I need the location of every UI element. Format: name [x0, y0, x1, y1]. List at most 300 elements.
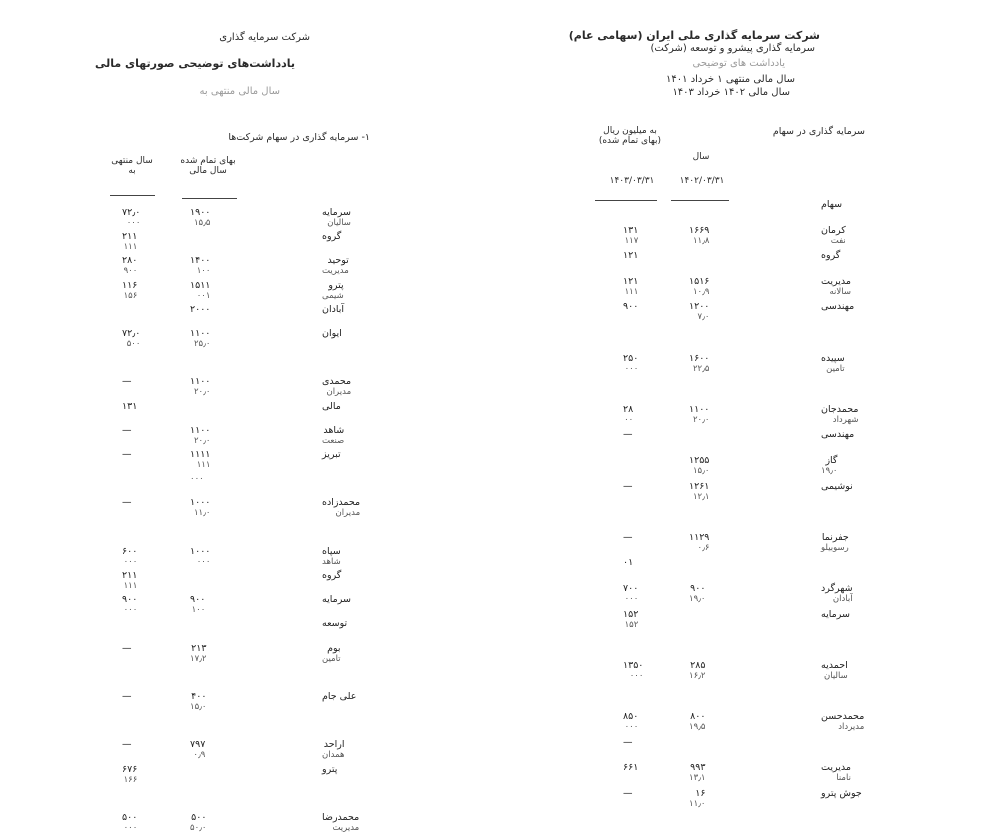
cell-col-a: [122, 377, 132, 387]
cell-col-a-value: ۲۵۰: [623, 352, 639, 364]
cell-col-b-value: ۱۶۶۹: [689, 224, 710, 236]
cell-name-sub-value: نامنا: [836, 773, 851, 784]
cell-col-b: [689, 456, 709, 476]
cell-name-sub-value: مدیریت: [322, 266, 349, 277]
cell-col-a: [122, 498, 132, 508]
cell-name-value: نوشیمی: [821, 480, 853, 492]
cell-col-b-value: ۱۶۰۰: [689, 352, 710, 364]
table-row: [0, 789, 495, 809]
cell-col-a: [623, 712, 638, 732]
table-row: [505, 354, 990, 374]
cell-col-b: [190, 498, 210, 518]
table-row: [0, 644, 495, 664]
cell-name-sub-value: تامین: [322, 653, 341, 664]
cell-col-a: [623, 763, 638, 773]
cell-col-b: [190, 305, 210, 315]
left-col-a-label: سال منتهی: [111, 156, 153, 166]
cell-col-a: [122, 329, 140, 349]
cell-col-a-value: ۹۰۰: [122, 594, 138, 606]
cell-name-value: مدیریت: [821, 762, 851, 774]
cell-col-b-sub-value: ۱۱٫۸: [692, 235, 710, 246]
cell-col-a-value: ۲۱۱: [122, 570, 138, 581]
cell-col-b-sub-value: ۱۵٫۵: [193, 218, 211, 228]
cell-name-value: مدیریت: [821, 275, 851, 287]
cell-col-a: [122, 692, 132, 702]
cell-col-a-sub-value: ۰۰۰: [123, 823, 138, 833]
cell-name-value: سپیده: [821, 352, 845, 364]
cell-col-b: [689, 405, 709, 425]
cell-name-value: آبادان: [322, 303, 345, 315]
cell-name-value: شاهد: [323, 424, 345, 436]
cell-col-b-value: ۱۹۰۰: [190, 207, 211, 218]
cell-col-a: [122, 547, 137, 567]
cell-name-value: توسعه: [322, 618, 348, 630]
cell-col-a-value: ۱۳۱: [623, 224, 639, 236]
cell-name-sub-value: رسوبیلو: [821, 542, 849, 553]
cell-col-b-value: ۹۰۰: [190, 594, 206, 606]
cell-name: [322, 740, 344, 760]
left-col-b-header: [180, 156, 236, 176]
cell-name: [821, 226, 846, 246]
cell-name: [322, 256, 349, 276]
cell-col-b-sub-value: ۲۰٫۰: [692, 414, 710, 425]
cell-col-b-value: ۱۱۱۱: [190, 449, 211, 460]
cell-name-value: گروه: [821, 250, 841, 262]
right-header-line-2: سرمایه گذاری پیشرو و توسعه (شرکت): [650, 43, 815, 54]
cell-name: [322, 208, 351, 228]
cell-name-value: جفرنما: [821, 531, 849, 543]
cell-col-a: [623, 533, 633, 543]
cell-name-value: محمدرضا: [322, 812, 360, 823]
cell-col-a: [122, 402, 137, 412]
cell-col-b: [190, 256, 210, 276]
cell-name-value: گروه: [322, 570, 342, 581]
table-row: [505, 558, 990, 578]
cell-col-b-sub-value: ۱۳٫۱: [689, 773, 706, 784]
cell-col-a-sub-value: ۵۰۰: [126, 339, 141, 349]
cell-name-sub-value: مدیرداد: [838, 722, 865, 732]
cell-col-b-sub-value: ۲۵٫۰: [193, 339, 211, 349]
cell-name-sub-value: مدیران: [335, 508, 361, 519]
cell-name: [821, 430, 854, 440]
cell-name-value: محمدزاده: [322, 497, 361, 509]
left-col-a-rule: [110, 195, 155, 196]
table-row: [0, 498, 495, 518]
left-col-b-rule: [182, 198, 237, 199]
cell-col-b-sub-value: ۱۵٫۰: [190, 702, 207, 712]
cell-col-a-sub-value: ۰۰۰: [624, 594, 639, 604]
cell-col-a-value: —: [122, 739, 132, 751]
table-row: [505, 405, 990, 425]
cell-col-b: [689, 712, 705, 732]
cell-name: [322, 305, 344, 315]
cell-name-sub-value: آبادان: [832, 594, 853, 604]
cell-col-b-value: ۲۰۰۰: [190, 303, 211, 315]
cell-col-b-sub-value: ۰۰۱: [196, 290, 211, 301]
cell-col-a-sub-value: ۱۱۷: [624, 235, 639, 246]
cell-name-value: اراحد: [323, 739, 345, 751]
table-row: [0, 450, 495, 470]
cell-col-b: [190, 692, 206, 712]
cell-col-a-value: —: [122, 691, 132, 702]
cell-col-a-value: ۱۱۶: [122, 279, 138, 291]
cell-col-a-sub-value: ۰۰۰: [624, 722, 639, 732]
cell-col-a-sub-value: ۱۱۱: [624, 286, 639, 297]
cell-col-b-value: ۱۱۰۰: [190, 328, 211, 339]
table-row: [0, 474, 495, 494]
cell-name: [821, 200, 842, 210]
table-row: [0, 329, 495, 349]
cell-col-a: [623, 302, 638, 312]
cell-col-b-sub-value: ۱۵٫۰: [692, 466, 710, 476]
cell-col-b: [190, 547, 210, 567]
right-header-line-4: سال مالی منتهی ۱ خرداد ۱۴۰۱: [666, 74, 795, 85]
cell-name-sub-value: همدان: [322, 750, 345, 761]
cell-col-a-value: ۰۱: [623, 557, 634, 569]
cell-col-a-value: —: [122, 424, 132, 436]
cell-name: [821, 584, 853, 604]
cell-col-b-sub-value: ۷٫۰: [697, 312, 710, 323]
cell-col-b: [190, 426, 210, 446]
table-row: [0, 377, 495, 397]
cell-col-b: [190, 740, 205, 760]
cell-col-b: [190, 450, 210, 470]
cell-name: [322, 498, 360, 518]
cell-col-a-sub-value: ۱۵۶: [123, 290, 138, 301]
table-row: [505, 456, 990, 476]
cell-name-sub-value: سالیان: [327, 218, 351, 228]
cell-col-b-sub-value: ۱۰٫۹: [692, 286, 710, 297]
cell-col-a-sub-value: ۱۱۱: [123, 581, 138, 591]
right-col-a-date: ۱۴۰۳/۰۳/۳۱: [609, 176, 655, 186]
cell-col-b-sub-value: ۱۶٫۲: [689, 670, 706, 681]
table-row: [0, 740, 495, 760]
cell-col-b: [689, 277, 709, 297]
cell-col-b-value: ۷۹۷: [190, 739, 206, 751]
table-row: [505, 430, 990, 450]
cell-col-a: [122, 256, 137, 276]
cell-col-b-value: ۱۴۰۰: [190, 255, 211, 267]
table-row: [0, 426, 495, 446]
table-row: [0, 692, 495, 712]
table-row: [0, 305, 495, 325]
cell-col-b-value: ۱۵۱۱: [190, 279, 211, 291]
cell-name: [821, 277, 851, 297]
cell-col-b: [689, 302, 709, 322]
cell-name-sub-value: ۱۹٫۰: [821, 466, 838, 476]
cell-col-a: [623, 738, 633, 748]
left-col-a-header: [108, 156, 156, 176]
cell-col-a: [122, 426, 132, 436]
right-header-line-3: یادداشت های توضیحی: [692, 58, 785, 69]
table-row: [0, 595, 495, 615]
cell-col-a: [122, 571, 137, 591]
cell-col-b-sub-value: ۱۹٫۵: [689, 722, 706, 732]
cell-col-b-sub-value: ۰٫۹: [193, 750, 206, 761]
cell-col-b-sub-value: ۱۷٫۲: [190, 653, 207, 664]
table-row: [0, 668, 495, 688]
cell-col-b-sub-value: ۰٫۶: [697, 542, 710, 553]
table-row: [0, 547, 495, 567]
cell-name-sub-value: مدیران: [326, 387, 352, 398]
cell-col-b-value: ۸۰۰: [690, 711, 706, 722]
table-row: [505, 789, 990, 809]
cell-name-sub-value: مدیریت: [332, 823, 360, 833]
cell-col-a: [122, 740, 132, 750]
cell-col-b-sub-value: ۵۰٫۰: [190, 823, 207, 833]
right-header-line-5: سال مالی ۱۴۰۲ خرداد ۱۴۰۳: [672, 87, 790, 98]
cell-col-a: [623, 226, 638, 246]
cell-col-a: [623, 661, 643, 681]
cell-col-b-sub-value: ۱۹٫۰: [689, 594, 706, 604]
table-row: [505, 610, 990, 630]
cell-name-value: بوم: [327, 642, 341, 654]
cell-col-a: [122, 450, 132, 460]
cell-col-b-value: ۲۸۵: [690, 659, 706, 671]
cell-name: [322, 644, 341, 664]
cell-name: [322, 329, 342, 339]
cell-col-b-value: ۴۰۰: [191, 691, 207, 702]
cell-name-value: کرمان: [821, 224, 846, 236]
left-col-a-sub-label: به: [128, 166, 136, 176]
table-row: [505, 712, 990, 732]
cell-col-b-sub-value: ۲۰٫۰: [193, 435, 211, 446]
cell-col-a: [623, 354, 638, 374]
table-row: [505, 379, 990, 399]
cell-col-a-value: ۲۸: [623, 403, 634, 415]
cell-name: [821, 456, 837, 476]
cell-col-a-value: —: [122, 449, 132, 460]
page-gutter: [495, 0, 505, 835]
cell-col-a-sub-value: ۱۵۲: [624, 619, 639, 630]
table-row: [505, 200, 990, 220]
cell-col-a-sub-value: ۹۰۰: [123, 266, 138, 277]
cell-col-a-sub-value: ۰۰۰: [624, 363, 639, 374]
cell-name-sub-value: نفت: [830, 235, 846, 246]
cell-col-a-sub-value: ۰۰۰: [123, 605, 138, 616]
cell-col-b: [689, 533, 709, 553]
cell-col-a: [122, 281, 137, 301]
cell-name-value: سرمایه: [821, 608, 850, 620]
cell-name: [322, 692, 356, 702]
cell-name: [322, 571, 341, 581]
cell-name: [821, 533, 849, 553]
cell-col-b: [689, 584, 705, 604]
cell-col-a-sub-value: ۰۰۰: [123, 556, 138, 567]
cell-col-b: [689, 661, 705, 681]
cell-name: [322, 619, 347, 629]
cell-col-b-value: ۱۱۲۹: [689, 531, 710, 543]
cell-col-a-value: —: [122, 642, 132, 654]
cell-col-b-sub-value: ۱۱۱: [196, 460, 211, 470]
cell-col-b: [190, 208, 210, 228]
cell-name: [821, 482, 853, 492]
cell-col-a-value: —: [623, 429, 633, 441]
cell-name: [322, 402, 341, 412]
cell-name: [322, 232, 341, 242]
cell-col-b-value: ۱۱۰۰: [190, 424, 211, 436]
cell-col-b-sub-value: ۲۰٫۰: [193, 387, 211, 398]
cell-col-b: [190, 281, 210, 301]
cell-name: [322, 377, 351, 397]
cell-name-sub-value: شیمی: [322, 290, 344, 301]
cell-col-b-value: ۱۶: [695, 787, 706, 799]
cell-col-a: [623, 251, 638, 261]
cell-name-value: پترو: [322, 763, 338, 775]
cell-col-a: [623, 789, 633, 799]
cell-col-a-value: ۱۳۵۰: [623, 659, 644, 671]
cell-col-b-sub-value: ۱۱٫۰: [689, 798, 706, 809]
cell-col-b: [190, 377, 210, 397]
right-col-b-date: ۱۴۰۲/۰۳/۳۱: [679, 176, 725, 186]
table-row: [505, 661, 990, 681]
cell-col-b-value: ۱۱۰۰: [190, 376, 211, 388]
cell-name-value: علی جام: [322, 691, 357, 702]
cell-name-value: جوش پترو: [821, 787, 862, 799]
cell-col-a-value: —: [623, 736, 633, 748]
right-col-a-label: به میلیون ریال: [603, 126, 657, 136]
table-row: [505, 226, 990, 246]
table-row: [505, 584, 990, 604]
cell-col-a: [122, 765, 137, 785]
cell-name-sub-value: سالانه: [829, 286, 851, 297]
cell-name: [821, 405, 858, 425]
cell-name-value: توحید: [327, 255, 349, 267]
cell-name-value: مهندسی: [821, 301, 855, 313]
cell-name: [821, 251, 840, 261]
table-row: [0, 571, 495, 591]
table-row: [505, 686, 990, 706]
cell-col-a: [623, 610, 638, 630]
cell-col-b-value: ۱۲۰۰: [689, 301, 710, 313]
cell-col-a-value: —: [623, 787, 633, 799]
cell-col-a-value: ۶۰۰: [122, 545, 138, 557]
cell-name-value: ایوان: [322, 328, 342, 339]
cell-col-a-value: ۹۰۰: [623, 301, 639, 313]
cell-col-a-value: ۱۵۲: [623, 608, 639, 620]
cell-col-a-value: —: [122, 376, 132, 388]
cell-name: [322, 765, 337, 775]
cell-name-value: سرمایه: [322, 594, 351, 606]
cell-name-value: مهندسی: [821, 429, 855, 441]
cell-col-b-value: ۹۰۰: [690, 583, 706, 594]
cell-col-a-value: ۷۲٫۰: [122, 328, 141, 339]
right-section-title: سرمایه گذاری در سهام: [772, 126, 865, 137]
left-header-line-1: شرکت سرمایه گذاری: [219, 32, 310, 43]
cell-col-a: [122, 208, 140, 228]
cell-col-a: [623, 482, 633, 492]
table-row: [0, 208, 495, 228]
cell-col-a-sub-value: ۰۰۰: [629, 670, 644, 681]
table-row: [505, 763, 990, 783]
cell-name-value: گاز: [825, 455, 838, 466]
table-row: [0, 402, 495, 422]
cell-col-b-value: ۲۱۳: [191, 642, 207, 654]
cell-col-b-sub-value: ۲۲٫۵: [692, 363, 710, 374]
left-col-b-sub-label: سال مالی: [189, 166, 227, 176]
cell-col-a: [122, 595, 137, 615]
right-header-line-1: شرکت سرمایه گذاری ملی ایران (سهامی عام): [568, 29, 820, 42]
cell-col-a: [623, 584, 638, 604]
table-row: [0, 619, 495, 639]
cell-col-b-value: ۱۲۵۵: [689, 455, 710, 466]
table-row: [505, 482, 990, 502]
cell-col-b: [689, 482, 709, 502]
cell-name-value: پترو: [328, 279, 344, 291]
table-row: [0, 716, 495, 736]
cell-name-sub-value: شاهد: [322, 556, 341, 567]
cell-col-a-value: ۵۰۰: [122, 812, 138, 823]
cell-name: [821, 354, 845, 374]
cell-col-b: [190, 813, 206, 833]
cell-col-b-value: ۹۹۳: [690, 762, 706, 774]
cell-col-a-value: ۶۷۶: [122, 763, 138, 775]
cell-name-value: شهرگرد: [821, 583, 853, 594]
cell-col-b-sub-value: ۱۰۰: [191, 605, 206, 616]
cell-col-a-value: —: [623, 531, 633, 543]
cell-col-a: [623, 430, 633, 440]
cell-col-b-sub-value: ۰۰۰: [190, 474, 204, 485]
table-row: [505, 507, 990, 527]
cell-col-a-value: ۷۲٫۰: [122, 207, 141, 218]
cell-col-b-sub-value: ۰۰۰: [196, 556, 211, 567]
cell-col-a: [122, 813, 137, 833]
cell-col-a-value: ۱۳۱: [122, 400, 138, 412]
cell-col-a: [623, 405, 633, 425]
table-row: [0, 232, 495, 252]
table-row: [505, 328, 990, 348]
cell-name-value: محمدی: [322, 376, 352, 388]
table-row: [0, 256, 495, 276]
left-header-line-3: سال مالی منتهی به: [199, 86, 280, 97]
table-row: [505, 533, 990, 553]
cell-name: [821, 302, 854, 312]
cell-col-a: [623, 277, 638, 297]
right-col-a-sub-label: (بهای تمام شده): [598, 136, 661, 146]
cell-col-b-sub-value: ۱۰۰: [196, 266, 211, 277]
right-document-page: [505, 0, 990, 835]
cell-col-b-value: ۱۵۱۶: [689, 275, 710, 287]
cell-col-a-value: —: [122, 497, 132, 509]
cell-col-b-sub-value: ۱۲٫۱: [692, 491, 710, 502]
cell-col-a-sub-value: ۰۰: [624, 414, 634, 425]
cell-name: [322, 450, 341, 460]
cell-name-value: مالی: [322, 400, 341, 412]
table-row: [0, 353, 495, 373]
cell-col-b: [190, 474, 204, 484]
table-row: [505, 302, 990, 322]
cell-name: [322, 813, 359, 833]
cell-name-value: محمدجان: [821, 403, 859, 415]
left-section-title: ١- سرمایه گذاری در سهام شرکت‌ها: [228, 132, 370, 143]
cell-name: [821, 712, 864, 732]
table-row: [505, 277, 990, 297]
cell-col-b-sub-value: ۱۱٫۰: [193, 508, 211, 519]
cell-col-a: [122, 644, 132, 654]
cell-name: [821, 610, 850, 620]
cell-col-b: [190, 644, 206, 664]
right-col-b-header: سال: [692, 152, 710, 162]
cell-name: [821, 763, 851, 783]
cell-name-sub-value: تامین: [826, 363, 845, 374]
cell-name: [322, 547, 341, 567]
cell-col-b: [190, 595, 205, 615]
cell-col-b-value: ۱۱۰۰: [689, 403, 710, 415]
cell-col-a-value: ۲۱۱: [122, 231, 138, 243]
cell-col-b-value: ۱۰۰۰: [190, 497, 211, 509]
cell-col-b-value: ۵۰۰: [191, 812, 207, 823]
cell-col-a-value: —: [623, 480, 633, 492]
